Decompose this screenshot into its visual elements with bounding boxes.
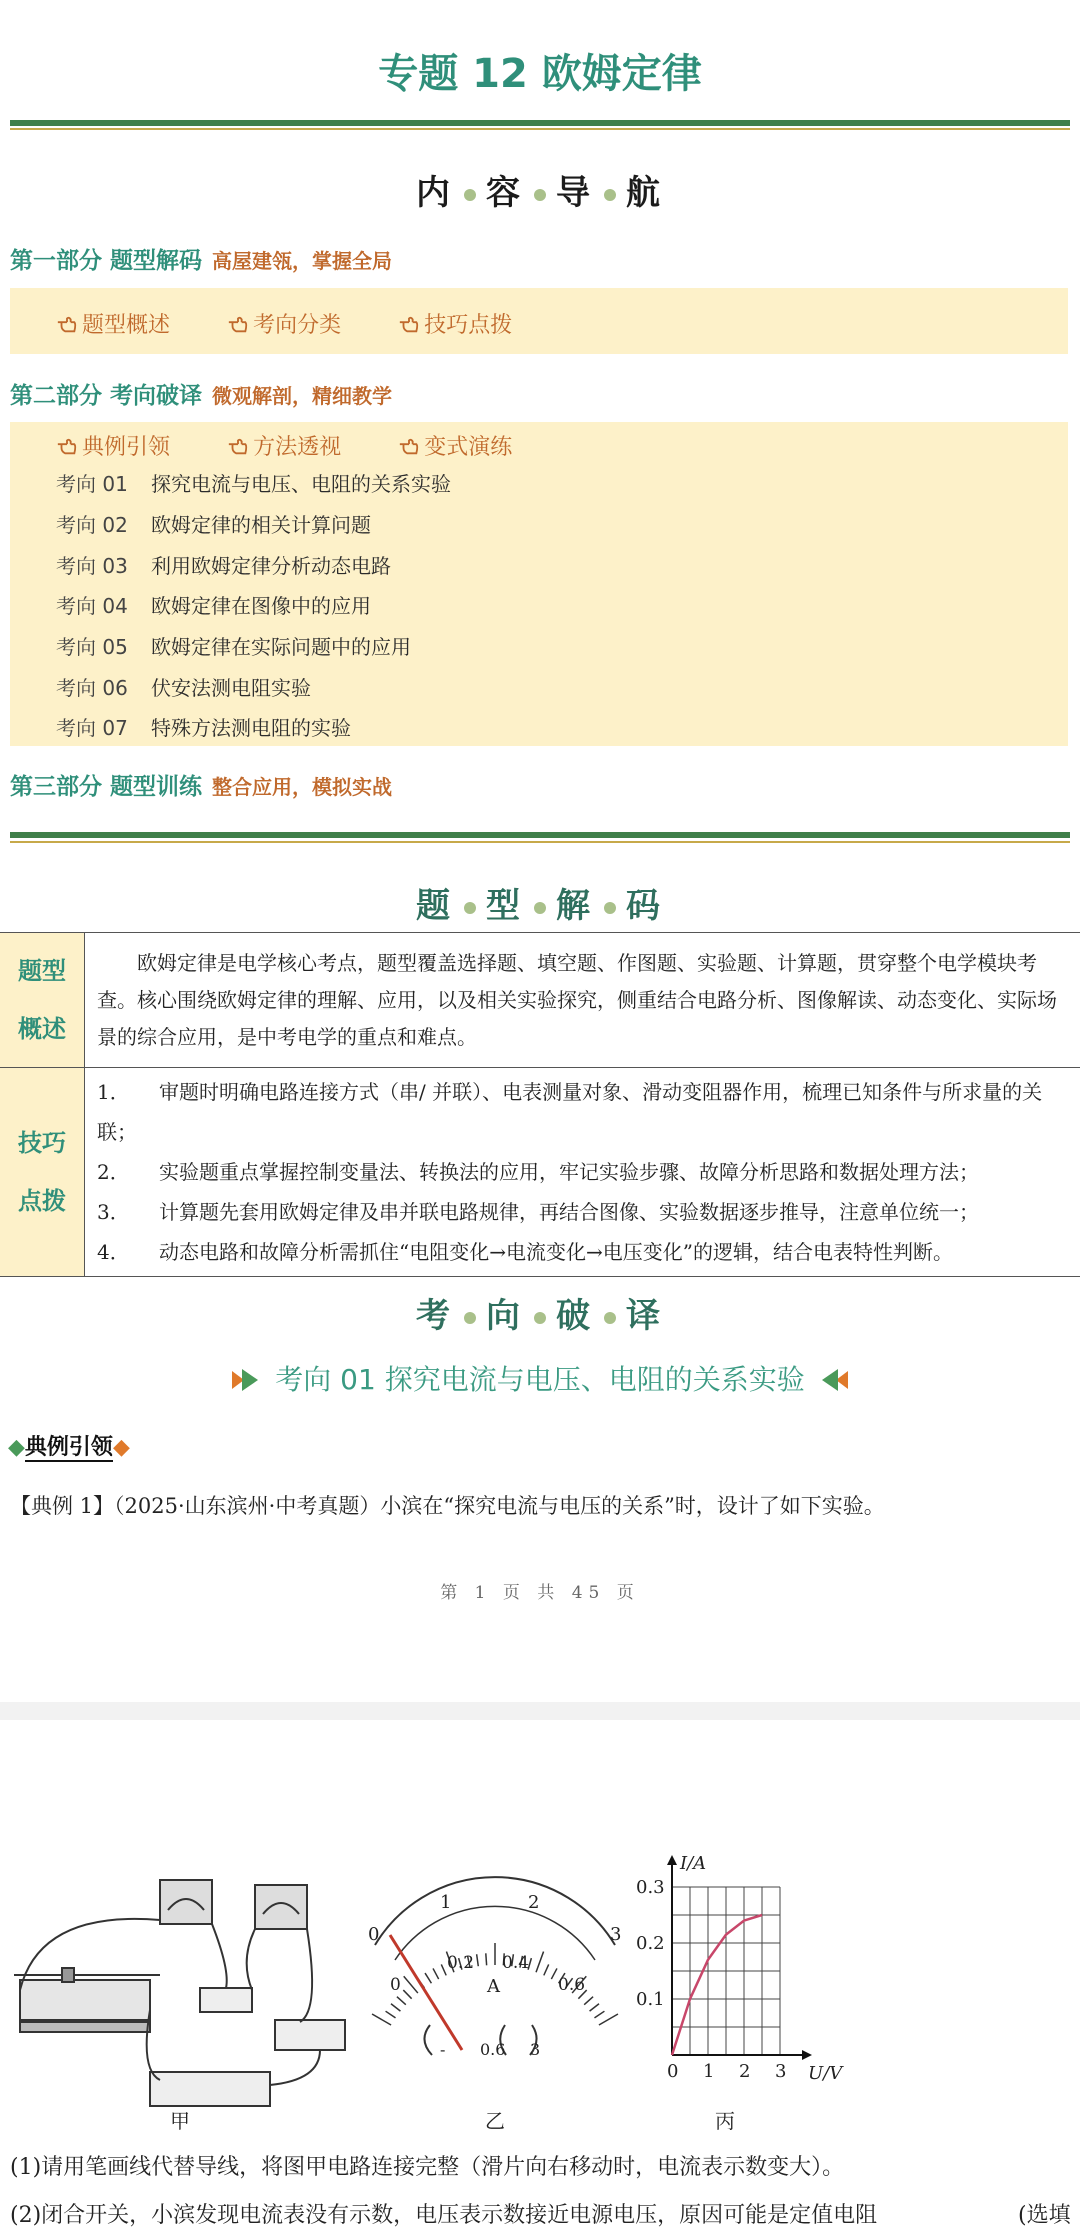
meter-tick [386,2011,396,2018]
part1-heading: 第一部分 题型解码 高屋建瓴，掌握全局 [10,242,392,275]
pointing-hand-icon [56,313,78,335]
kx01-title: 考向 01 探究电流与电压、电阻的关系实验 [0,1358,1080,1398]
tick-label-top: 1 [440,1892,451,1913]
x-tick-label: 3 [775,2061,786,2082]
y-tick-label: 0.2 [636,1933,665,1954]
example-tag: ◆典例引领◆ [8,1430,130,1461]
overview-text: 欧姆定律是电学核心考点，题型覆盖选择题、填空题、作图题、实验题、计算题，贯穿整个电学模块考查。核心围绕欧姆定律的理解、应用，以及相关实验探究，侧重结合电路分析、图像解读、动态变化、实际场景的综合应用，是中考电学的重点和难点。 [85,933,1080,1068]
page-footer: 第 1 页 共 45 页 [0,1578,1080,1603]
break-heading: 考 向 破 译 [0,1288,1080,1337]
tip-item: 4． 动态电路和故障分析需抓住“电阻变化→电流变化→电压变化”的逻辑，结合电表特性判断。 [97,1232,1072,1272]
y-axis-label: I/A [679,1853,706,1874]
x-tick-label: 1 [703,2061,714,2082]
tip-item: 2． 实验题重点掌握控制变量法、转换法的应用，牢记实验步骤、故障分析思路和数据处理方法； [97,1152,1072,1192]
part3-heading: 第三部分 题型训练 整合应用，模拟实战 [10,768,392,801]
kaoxiang-item[interactable]: 考向 03 利用欧姆定律分析动态电路 [56,550,391,579]
meter-tick [397,1997,406,2005]
meter-tick [590,2004,599,2011]
overview-label: 题型 概述 [0,933,85,1068]
x-tick-label: 0 [667,2061,678,2082]
wire [147,2010,160,2080]
question-2: (2)闭合开关，小滨发现电流表没有示数，电压表示数接近电源电压，原因可能是定值电阻 [10,2198,877,2229]
x-tick-label: 2 [739,2061,750,2082]
y-tick-label: 0.3 [636,1877,665,1898]
x-axis-arrow [802,2050,812,2060]
switch [275,2020,345,2050]
meter-tick [551,1968,557,1979]
meter-unit: A [486,1976,501,1997]
terminal-label: 0.6 [480,2040,505,2059]
tips-label: 技巧 点拨 [0,1068,85,1277]
voltmeter [255,1885,307,1929]
meter-tick [584,1997,593,2005]
divider [10,841,1070,843]
meter-tick [486,1953,487,1965]
nav-heading: 内 容 导 航 [0,165,1080,214]
circuit-apparatus [14,1880,345,2106]
question-1: (1)请用笔画线代替导线，将图甲电路连接完整（滑片向右移动时，电流表示数变大）。 [10,2150,844,2181]
question-2-tail: (选填 [1018,2198,1071,2229]
part2-heading: 第二部分 考向破译 微观解剖，精细教学 [10,377,392,410]
meter-tick [441,1964,446,1975]
meter-tick [433,1968,439,1979]
kaoxiang-item[interactable]: 考向 01 探究电流与电压、电阻的关系实验 [56,468,451,497]
meter-tick [425,1973,431,1983]
pointing-hand-icon [398,313,420,335]
y-axis-arrow [667,1855,677,1865]
tick-label-top: 3 [610,1924,621,1945]
part1-band [10,288,1068,354]
nav-item[interactable]: 方法透视 [227,430,341,461]
meter-tick [594,2011,604,2018]
y-tick-label: 0.1 [636,1989,665,2010]
arrow-right-icon [232,1369,266,1391]
meter-tick [536,1952,544,1973]
nav-item[interactable]: 考向分类 [227,308,341,339]
kaoxiang-item[interactable]: 考向 06 伏安法测电阻实验 [56,672,311,701]
iu-chart [636,1853,844,2084]
tick-label-top: 2 [528,1892,539,1913]
tips-list [85,1068,1080,1277]
kaoxiang-item[interactable]: 考向 02 欧姆定律的相关计算问题 [56,509,371,538]
pointing-hand-icon [227,435,249,457]
example-1-text: 【典例 1】（2025·山东滨州·中考真题）小滨在“探究电流与电压的关系”时，设计了如下实验。 [10,1490,885,1520]
nav-item[interactable]: 题型概述 [56,308,170,339]
meter-tick [477,1954,479,1966]
pointing-hand-icon [227,313,249,335]
tick-label-bottom: 0.2 [447,1953,474,1973]
meter-tick [372,2014,391,2025]
divider [10,120,1070,126]
divider [10,128,1070,130]
tick-label-bottom: 0 [390,1975,401,1995]
page-gap [0,1702,1080,1720]
nav-item[interactable]: 技巧点拨 [398,308,512,339]
kaoxiang-item[interactable]: 考向 05 欧姆定律在实际问题中的应用 [56,631,411,660]
tick-label-bottom: 0.4 [502,1953,529,1973]
x-axis-label: U/V [808,2063,844,2084]
divider [10,832,1070,838]
tip-item: 1． 审题时明确电路连接方式（串/ 并联）、电表测量对象、滑动变阻器作用，梳理已知条件与所求量的关联； [97,1072,1072,1152]
tick-label-bottom: 0.6 [558,1975,585,1995]
meter-tick [599,2014,618,2025]
resistor [200,1988,252,2012]
pointing-hand-icon [398,435,420,457]
rheostat [20,1980,150,2020]
wire [300,1929,312,2022]
series-line [672,1915,762,2055]
kaoxiang-item[interactable]: 考向 07 特殊方法测电阻的实验 [56,712,351,741]
decode-table [0,932,1080,1277]
pointing-hand-icon [56,435,78,457]
terminal [424,2025,432,2055]
nav-item[interactable]: 变式演练 [398,430,512,461]
label-bing: 丙 [715,2109,735,2133]
label-jia: 甲 [170,2109,190,2133]
arrow-left-icon [814,1369,848,1391]
wire [270,2050,320,2085]
document-title: 专题 12 欧姆定律 [0,42,1080,99]
tip-item: 3． 计算题先套用欧姆定律及串并联电路规律，再结合图像、实验数据逐步推导，注意单位统一； [97,1192,1072,1232]
kaoxiang-item[interactable]: 考向 04 欧姆定律在图像中的应用 [56,590,371,619]
meter-tick [544,1964,549,1975]
label-yi: 乙 [485,2109,505,2133]
battery [150,2072,270,2106]
decode-heading: 题 型 解 码 [0,878,1080,927]
experiment-figure [0,1850,1080,2140]
wire [212,1924,227,1988]
terminal-label: - [440,2040,445,2059]
meter-tick [391,2004,400,2011]
rheostat-slider [62,1968,74,1982]
nav-item[interactable]: 典例引领 [56,430,170,461]
wire [247,1929,255,1990]
terminal-label: 3 [530,2040,540,2059]
ammeter [160,1880,212,1924]
tick-label-top: 0 [368,1924,379,1945]
meter-tick [403,1990,411,1999]
